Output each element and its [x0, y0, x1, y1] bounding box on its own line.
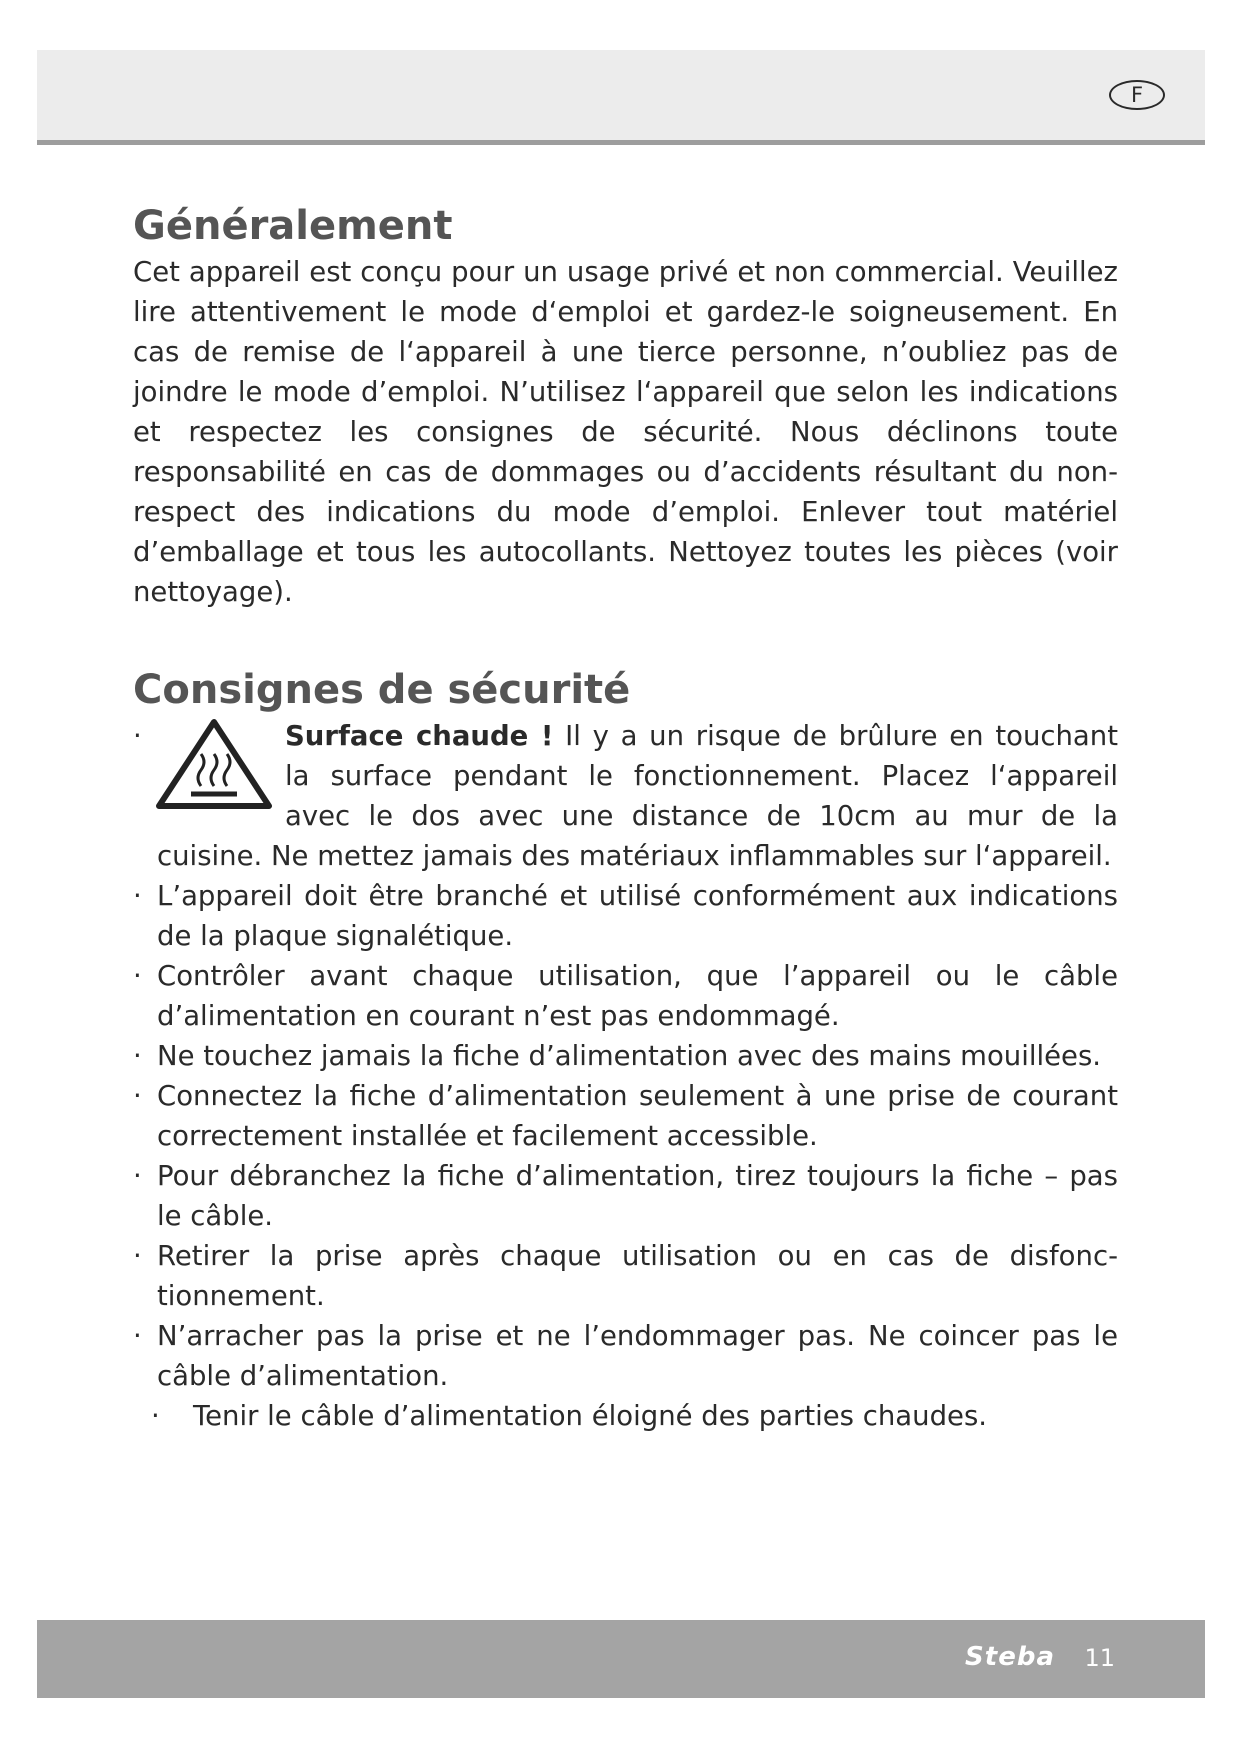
bullet: ·	[133, 1240, 142, 1272]
page-content	[133, 200, 1118, 1436]
safety-list	[133, 716, 1118, 1436]
list-item-text: Tenir le câble d’alimentation éloigné des parties chaudes.	[193, 1400, 988, 1432]
bullet: ·	[133, 1320, 142, 1352]
list-item-text: N’arracher pas la prise et ne l’endommager pas. Ne coincer pas le câble d’alimentation.	[157, 1320, 1118, 1392]
language-badge: F	[1109, 80, 1165, 110]
bullet: ·	[151, 1400, 160, 1432]
bullet: ·	[133, 1040, 142, 1072]
list-item	[133, 1316, 1118, 1396]
hot-surface-warning-icon	[153, 716, 275, 812]
list-item	[133, 1156, 1118, 1236]
section-title-general: Généralement	[133, 203, 453, 249]
hot-surface-text: Il y a un risque de brûlure en touchant la surface pendant le fonctionnement. Placez l‘appareil avec le dos avec une distance de 10cm au mur de la cuisine. Ne mettez jamais des matériaux inflammables sur l‘appareil.	[157, 720, 1118, 872]
list-item	[133, 1236, 1118, 1316]
bullet: ·	[133, 880, 142, 912]
bullet: ·	[133, 960, 142, 992]
list-item	[133, 956, 1118, 1036]
hot-surface-label: Surface chaude !	[285, 720, 554, 752]
list-item	[133, 716, 1118, 876]
bullet: ·	[133, 1080, 142, 1112]
list-item-text: Ne touchez jamais la fiche d’alimentation avec des mains mouillées.	[157, 1040, 1102, 1072]
page-number: 11	[1084, 1644, 1115, 1672]
list-item	[133, 1396, 1118, 1436]
brand-logo: Steba	[965, 1642, 1055, 1672]
general-paragraph: Cet appareil est conçu pour un usage privé et non commercial. Veuillez lire attentivement le mode d‘emploi et gardez-le soigneusement. En cas de remise de l‘appareil à une tierce personne, n’oubliez pas de joindre le mode d’emploi. N’utilisez l‘appareil que selon les indications et respectez les consignes de sécurité. Nous déclinons toute responsabilité en cas de dommages ou d’accidents résultant du non-respect des indications du mode d’emploi. Enlever tout matériel d’emballage et tous les autocollants. Nettoyez toutes les pièces (voir nettoyage).	[133, 256, 1118, 608]
list-item-text: Pour débranchez la fiche d’alimentation, tirez toujours la fiche – pas le câble.	[157, 1160, 1118, 1232]
list-item	[133, 1036, 1118, 1076]
list-item-text: Retirer la prise après chaque utilisation ou en cas de disfonctionnement.	[157, 1240, 1118, 1312]
list-item	[133, 876, 1118, 956]
bullet: ·	[133, 720, 142, 752]
list-item	[133, 1076, 1118, 1156]
footer-bar	[37, 1620, 1205, 1698]
list-item-text: Contrôler avant chaque utilisation, que l’appareil ou le câble d’alimentation en courant n’est pas endommagé.	[157, 960, 1118, 1032]
bullet: ·	[133, 1160, 142, 1192]
list-item-text: L’appareil doit être branché et utilisé conformément aux indications de la plaque signalétique.	[157, 880, 1118, 952]
section-title-safety: Consignes de sécurité	[133, 667, 631, 713]
list-item-text: Connectez la fiche d’alimentation seulement à une prise de courant correctement installée et facilement accessible.	[157, 1080, 1118, 1152]
header-bar	[37, 50, 1205, 145]
